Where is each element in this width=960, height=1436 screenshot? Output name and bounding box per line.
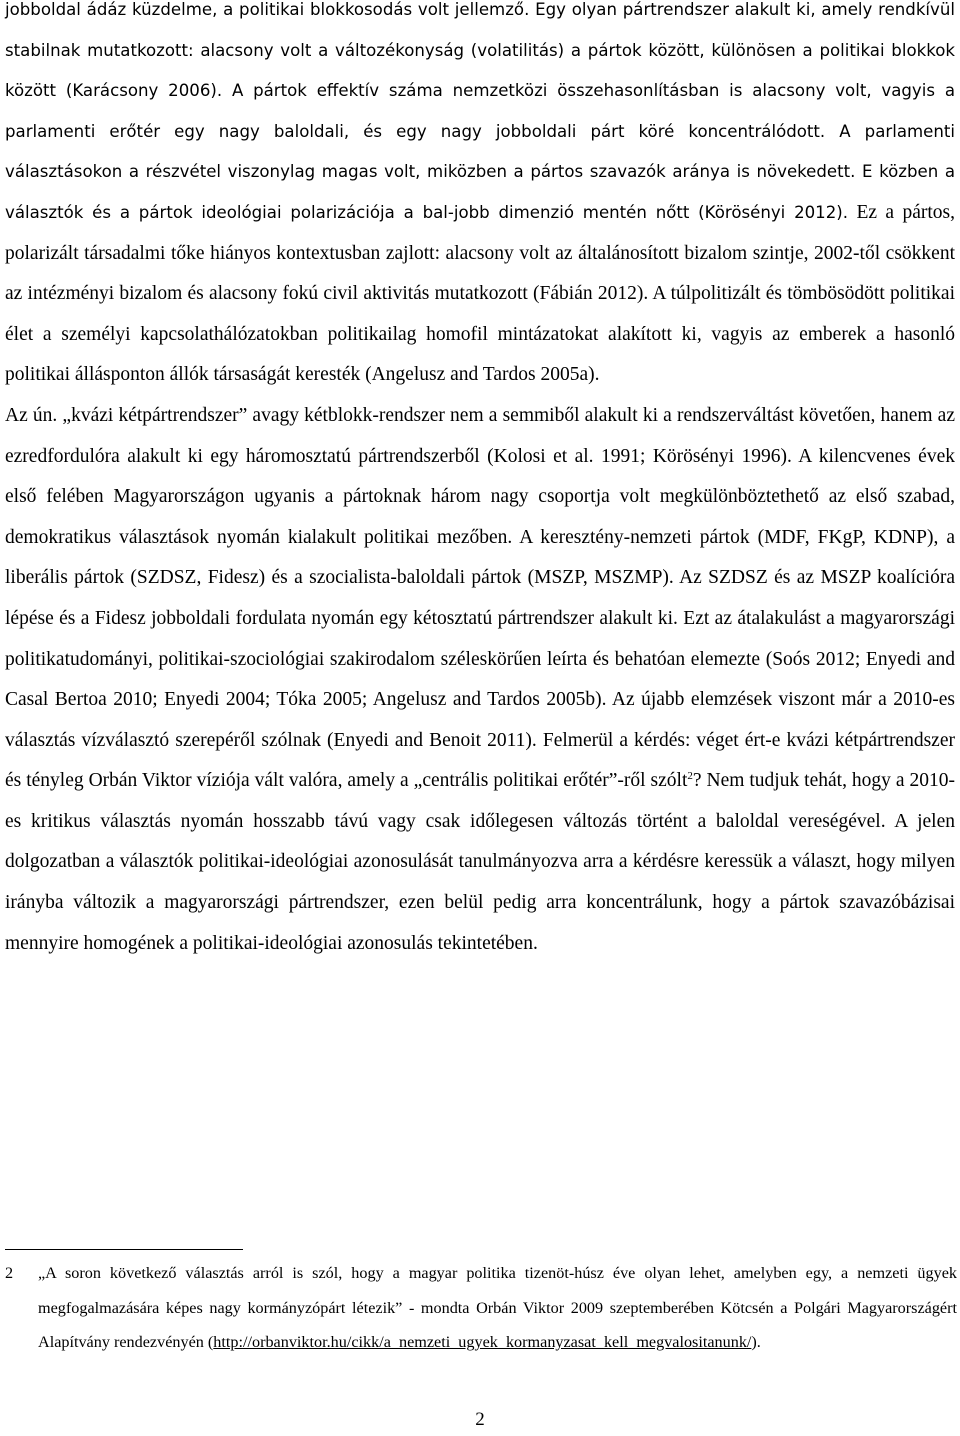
footnote-link[interactable]: http://orbanviktor.hu/cikk/a_nemzeti_ugyek_kormanyzasat_kell_megvalositanunk/ [213,1333,752,1351]
paragraph-2 [5,396,955,964]
footnote-reference[interactable]: 2 [687,770,693,783]
footnote-closing: ). [751,1333,761,1351]
document-page [5,0,955,964]
page-number: 2 [475,1409,485,1430]
footnote-separator [5,1249,243,1250]
paragraph-2-text-after-footnote: ? Nem tudjuk tehát, hogy a 2010-es kritikus választás nyomán hosszabb távú vagy csak időlegesen változás történt a baloldal vereségével. A jelen dolgozatban a választók politikai-ideológiai azonosulását tanulmányozva arra a kérdésre keressük a választ, hogy milyen irányba változik a magyarországi pártrendszer, ezen belül pedig arra koncentrálunk, hogy a pártok szavazóbázisai mennyire homogének a politikai-ideológiai azonosulás tekintetében. [5,770,955,954]
footnote [5,1256,957,1360]
footnote-text: „A soron következő választás arról is szól, hogy a magyar politika tizenöt-húsz éve olyan lehet, amelyben egy, a nemzeti ügyek megfogalmazására képes nagy kormányzópárt létezik” - mondta Orbán Viktor 2009 szeptemberében Kötcsén a Polgári Magyarországért Alapítvány rendezvényén ( [38,1264,957,1351]
paragraph-2-text-before-footnote: Az ún. „kvázi kétpártrendszer” avagy kétblokk-rendszer nem a semmiből alakult ki a rendszerváltást követően, hanem az ezredfordulóra alakult ki egy háromosztatú pártrendszerből (Kolosi et al. 1991; Körösényi 1996). A kilencvenes évek első felében Magyarországon ugyanis a pártoknak három nagy csoportja volt megkülönböztethető az első szabad, demokratikus választások nyomán kialakult politikai mezőben. A keresztény-nemzeti pártok (MDF, FKgP, KDNP), a liberális pártok (SZDSZ, Fidesz) és a szocialista-baloldali pártok (MSZP, MSZMP). Az SZDSZ és az MSZP koalícióra lépése és a Fidesz jobboldali fordulata nyomán egy kétosztatú pártrendszer alakult ki. Ezt az átalakulást a magyarországi politikatudományi, politikai-szociológiai szakirodalom széleskörűen leírta és behatóan elemezte (Soós 2012; Enyedi and Casal Bertoa 2010; Enyedi 2004; Tóka 2005; Angelusz and Tardos 2005b). Az újabb elemzések viszont már a 2010-es választás vízválasztó szerepéről szólnak (Enyedi and Benoit 2011). Felmerül a kérdés: véget ért-e kvázi kétpártrendszer és tényleg Orbán Viktor víziója vált valóra, amely a „centrális politikai erőtér”-ről szólt [5,404,955,792]
paragraph-1 [5,0,955,396]
footnote-number: 2 [5,1264,14,1282]
paragraph-1-serif-part: Ez a pártos, polarizált társadalmi tőke hiányos kontextusban zajlott: alacsony volt az általánosított bizalom szintje, 2002-től csökkent az intézményi bizalom és alacsony fokú civil aktivitás mutatkozott (Fábián 2012). A túlpolitizált és tömbösödött politikai élet a személyi kapcsolathálózatokban politikailag homofil mintázatokat alakított ki, vagyis az emberek a hasonló politikai állásponton állók társaságát keresték (Angelusz and Tardos 2005a). [5,201,955,386]
paragraph-1-sans-part: jobboldal ádáz küzdelme, a politikai blokkosodás volt jellemző. Egy olyan pártrendszer alakult ki, amely rendkívül stabilnak mutatkozott: alacsony volt a változékonyság (volatilitás) a pártok között, különösen a politikai blokkok között (Karácsony 2006). A pártok effektív száma nemzetközi összehasonlításban is alacsony volt, vagyis a parlamenti erőtér egy nagy baloldali, és egy nagy jobboldali párt köré koncentrálódott. A parlamenti választásokon a részvétel viszonylag magas volt, miközben a pártos szavazók aránya is növekedett. E közben a választók és a pártok ideológiai polarizációja a bal-jobb dimenzió mentén nőtt (Körösényi 2012). [5,0,955,222]
footnote-body [38,1256,957,1360]
